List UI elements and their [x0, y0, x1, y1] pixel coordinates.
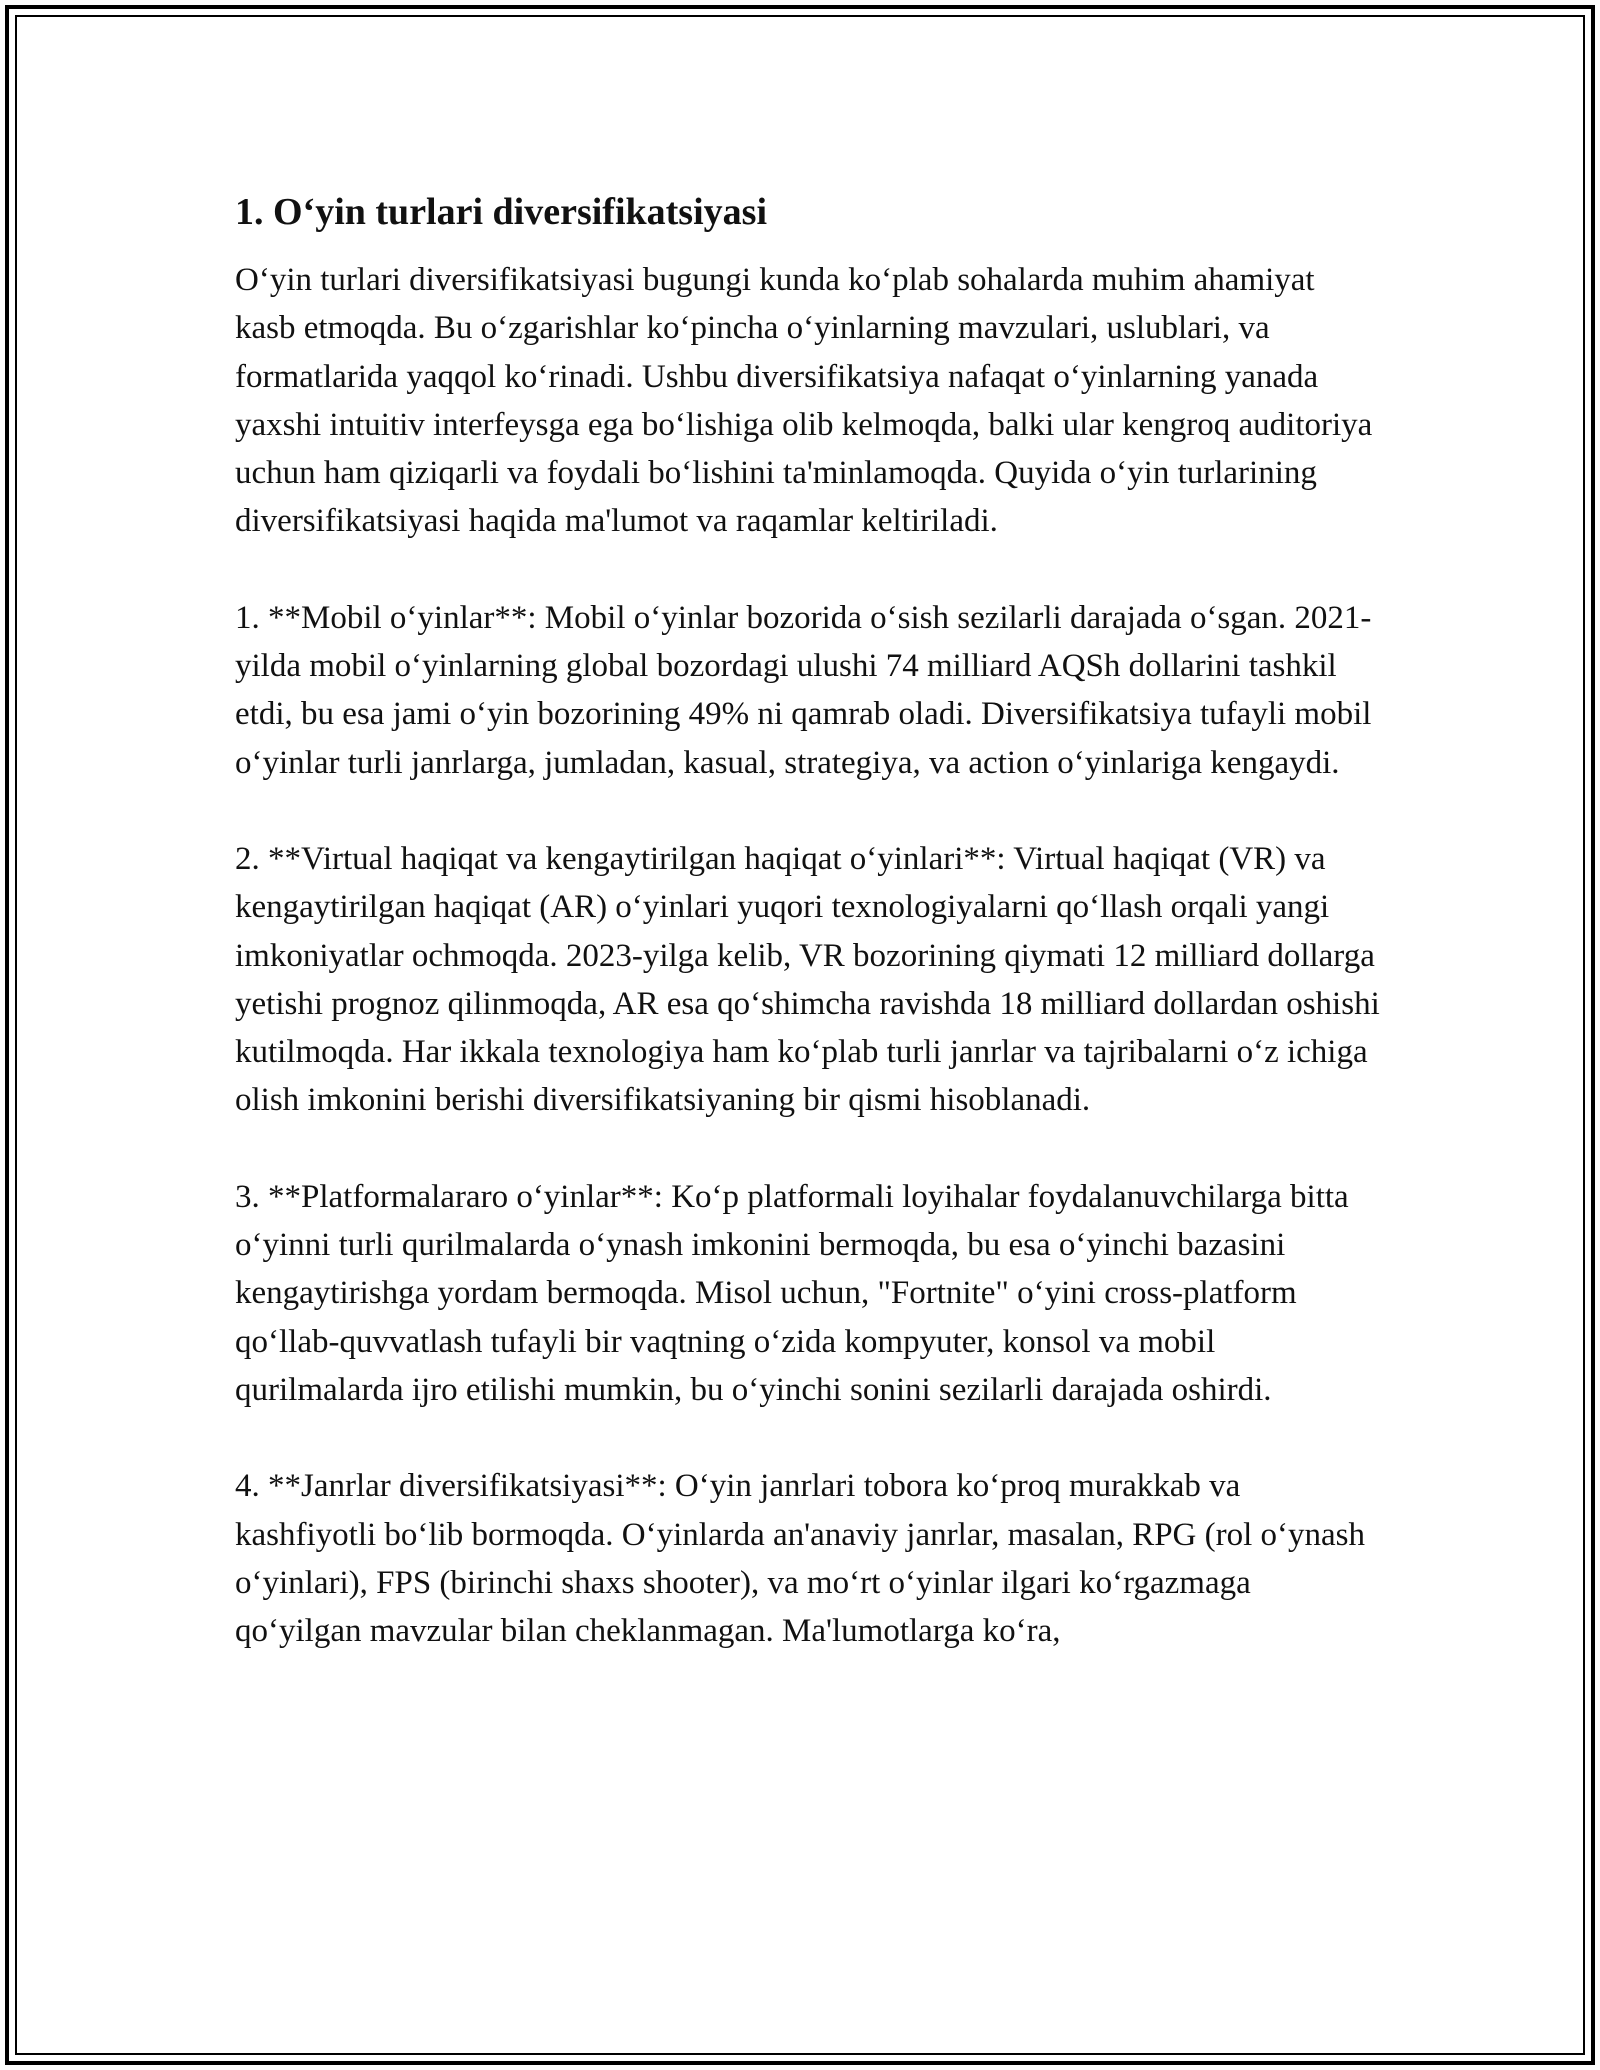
paragraph-genre-diversification: 4. **Janrlar diversifikatsiyasi**: O‘yin janrlari tobora ko‘proq murakkab va kashfiyotli bo‘lib bormoqda. O‘yinlarda an'anaviy janrlar, masalan, RPG (rol o‘ynash o‘yinlari), FPS (birinchi shaxs shooter), va mo‘rt o‘yinlar ilgari ko‘rgazmaga qo‘yilgan mavzular bilan cheklanmagan. Ma'lumotlarga ko‘ra,	[235, 1468, 1366, 1650]
paragraph-mobile-games: 1. **Mobil o‘yinlar**: Mobil o‘yinlar bozorida o‘sish sezilarli darajada o‘sgan. 2021-yilda mobil o‘yinlarning global bozordagi ulushi 74 milliard AQSh dollarini tashkil etdi, bu esa jami o‘yin bozorining 49% ni qamrab oladi. Diversifikatsiya tufayli mobil o‘yinlar turli janrlarga, jumladan, kasual, strategiya, va action o‘yinlariga kengaydi.	[235, 599, 1372, 781]
paragraph-vr-ar-games: 2. **Virtual haqiqat va kengaytirilgan haqiqat o‘yinlari**: Virtual haqiqat (VR) va kengaytirilgan haqiqat (AR) o‘yinlari yuqori texnologiyalarni qo‘llash orqali yangi imkoniyatlar ochmoqda. 2023-yilga kelib, VR bozorining qiymati 12 milliard dollarga yetishi prognoz qilinmoqda, AR esa qo‘shimcha ravishda 18 milliard dollardan oshishi kutilmoqda. Har ikkala texnologiya ham ko‘plab turli janrlar va tajribalarni o‘z ichiga olish imkonini berishi diversifikatsiyaning bir qismi hisoblanadi.	[235, 840, 1380, 1119]
section-heading: 1. O‘yin turlari diversifikatsiyasi	[235, 191, 767, 233]
intro-paragraph: O‘yin turlari diversifikatsiyasi bugungi kunda ko‘plab sohalarda muhim ahamiyat kasb etmoqda. Bu o‘zgarishlar ko‘pincha o‘yinlarning mavzulari, uslublari, va formatlarida yaqqol ko‘rinadi. Ushbu diversifikatsiya nafaqat o‘yinlarning yanada yaxshi intuitiv interfeysga ega bo‘lishiga olib kelmoqda, balki ular kengroq auditoriya uchun ham qiziqarli va foydali bo‘lishini ta'minlamoqda. Quyida o‘yin turlarining diversifikatsiyasi haqida ma'lumot va raqamlar keltiriladi.	[235, 262, 1373, 540]
paragraph-cross-platform-games: 3. **Platformalararo o‘yinlar**: Ko‘p platformali loyihalar foydalanuvchilarga bitta o‘yinni turli qurilmalarda o‘ynash imkonini bermoqda, bu esa o‘yinchi bazasini kengaytirishga yordam bermoqda. Misol uchun, "Fortnite" o‘yini cross-platform qo‘llab-quvvatlash tufayli bir vaqtning o‘zida kompyuter, konsol va mobil qurilmalarda ijro etilishi mumkin, bu o‘yinchi sonini sezilarli darajada oshirdi.	[235, 1178, 1349, 1408]
document-body	[235, 188, 1380, 1703]
